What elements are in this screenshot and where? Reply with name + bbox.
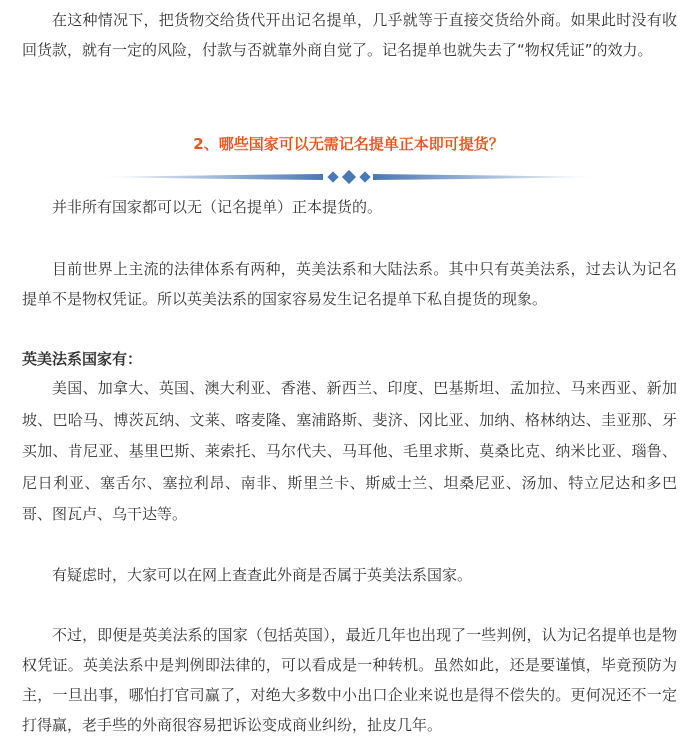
paragraph-not-all-countries: 并非所有国家都可以无（记名提单）正本提货的。 xyxy=(52,198,383,216)
common-law-country-list: 美国、加拿大、英国、澳大利亚、香港、新西兰、印度、巴基斯坦、孟加拉、马来西亚、新加坡、巴哈马、博茨瓦纳、文莱、喀麦隆、塞浦路斯、斐济、冈比亚、加纳、格林纳达、圭亚那、牙买加、肯尼亚、基里巴斯、莱索托、马尔代夫、马耳他、毛里求斯、莫桑比克、纳米比亚、瑙鲁、尼日利亚、塞舌尔、塞拉利昂、南非、斯里兰卡、斯威士兰、坦桑尼亚、汤加、特立尼达和多巴哥、图瓦卢、乌干达等。 xyxy=(22,379,677,523)
paragraph-legal-systems: 目前世界上主流的法律体系有两种，英美法系和大陆法系。其中只有英美法系，过去认为记名提单不是物权凭证。所以英美法系的国家容易发生记名提单下私自提货的现象。 xyxy=(22,260,677,308)
paragraph-doubt: 有疑虑时，大家可以在网上查查此外商是否属于英美法系国家。 xyxy=(52,566,473,584)
paragraph-intro: 在这种情况下，把货物交给货代开出记名提单，几乎就等于直接交货给外商。如果此时没有收回货款，就有一定的风险，付款与否就靠外商自觉了。记名提单也就失去了“物权凭证”的效力。 xyxy=(22,11,677,59)
common-law-countries-label: 英美法系国家有： xyxy=(22,350,143,368)
section-heading: 2、哪些国家可以无需记名提单正本即可提货？ xyxy=(193,135,504,153)
paragraph-however: 不过，即便是英美法系的国家（包括英国），最近几年也出现了一些判例，认为记名提单也是物权凭证。英美法系中是判例即法律的，可以看成是一种转机。虽然如此，还是要谨慎，毕竟预防为主，一旦出事，哪怕打官司赢了，对绝大多数中小出口企业来说也是得不偿失的。更何况还不一定打得赢，老手些的外商很容易把诉讼变成商业纠纷，扯皮几年。 xyxy=(22,626,677,734)
ornamental-divider xyxy=(98,167,598,187)
